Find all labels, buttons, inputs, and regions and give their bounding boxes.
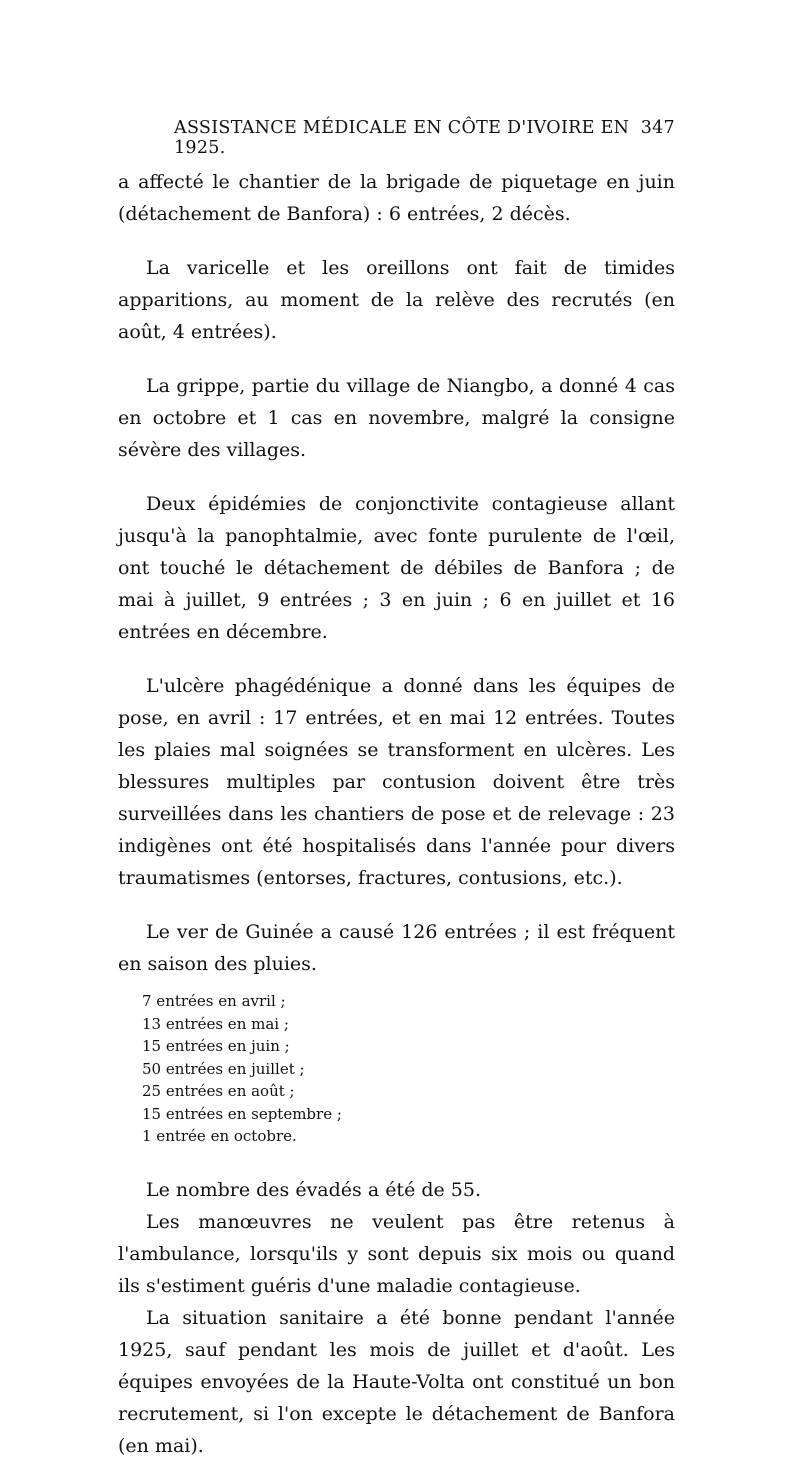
running-header (118, 118, 675, 158)
guinea-worm-monthly-list (142, 990, 675, 1148)
list-item: 25 entrées en août ; (142, 1082, 295, 1100)
paragraph-continuation: a affecté le chantier de la brigade de piquetage en juin (détachement de Banfora) : 6 entrées, 2 décès. (118, 171, 675, 225)
paragraph-varicelle: La varicelle et les oreillons ont fait de timides apparitions, au moment de la relève des recrutés (en août, 4 entrées). (118, 257, 675, 343)
paragraph-conjonctivite: Deux épidémies de conjonctivite contagieuse allant jusqu'à la panophtalmie, avec fonte purulente de l'œil, ont touché le détachement de débiles de Banfora ; de mai à juillet, 9 entrées ; 3 en juin ; 6 en juillet et 16 entrées en décembre. (118, 493, 675, 643)
paragraph-ver-de-guinee: Le ver de Guinée a causé 126 entrées ; il est fréquent en saison des pluies. (118, 921, 675, 975)
list-item: 7 entrées en avril ; (142, 992, 286, 1010)
list-item: 50 entrées en juillet ; (142, 1059, 305, 1078)
paragraph-ulcere: L'ulcère phagédénique a donné dans les équipes de pose, en avril : 17 entrées, et en mai 12 entrées. Toutes les plaies mal soignées se transforment en ulcères. Les blessures multiples par contusion doivent être très surveillées dans les chantiers de pose et de relevage : 23 indigènes ont été hospitalisés dans l'année pour divers traumatismes (entorses, fractures, contusions, etc.). (118, 675, 675, 889)
list-item: 15 entrées en septembre ; (142, 1104, 342, 1123)
page-number: 347 (640, 118, 675, 138)
list-item: 15 entrées en juin ; (142, 1037, 290, 1055)
paragraph-grippe: La grippe, partie du village de Niangbo, a donné 4 cas en octobre et 1 cas en novembre, malgré la consigne sévère des villages. (118, 375, 675, 461)
paragraph-manoeuvres: Les manœuvres ne veulent pas être retenus à l'ambulance, lorsqu'ils y sont depuis six mois ou quand ils s'estiment guéris d'une maladie contagieuse. (118, 1210, 675, 1297)
list-item: 1 entrée en octobre. (142, 1127, 297, 1145)
paragraph-evades: Le nombre des évadés a été de 55. (146, 1178, 482, 1201)
paragraph-situation-sanitaire: La situation sanitaire a été bonne pendant l'année 1925, sauf pendant les mois de juillet et d'août. Les équipes envoyées de la Haute-Volta ont constitué un bon recrutement, si l'on excepte le détachement de Banfora (en mai). (118, 1306, 675, 1457)
list-item: 13 entrées en mai ; (142, 1014, 289, 1033)
running-title: ASSISTANCE MÉDICALE EN CÔTE D'IVOIRE EN 1925. (174, 118, 630, 158)
